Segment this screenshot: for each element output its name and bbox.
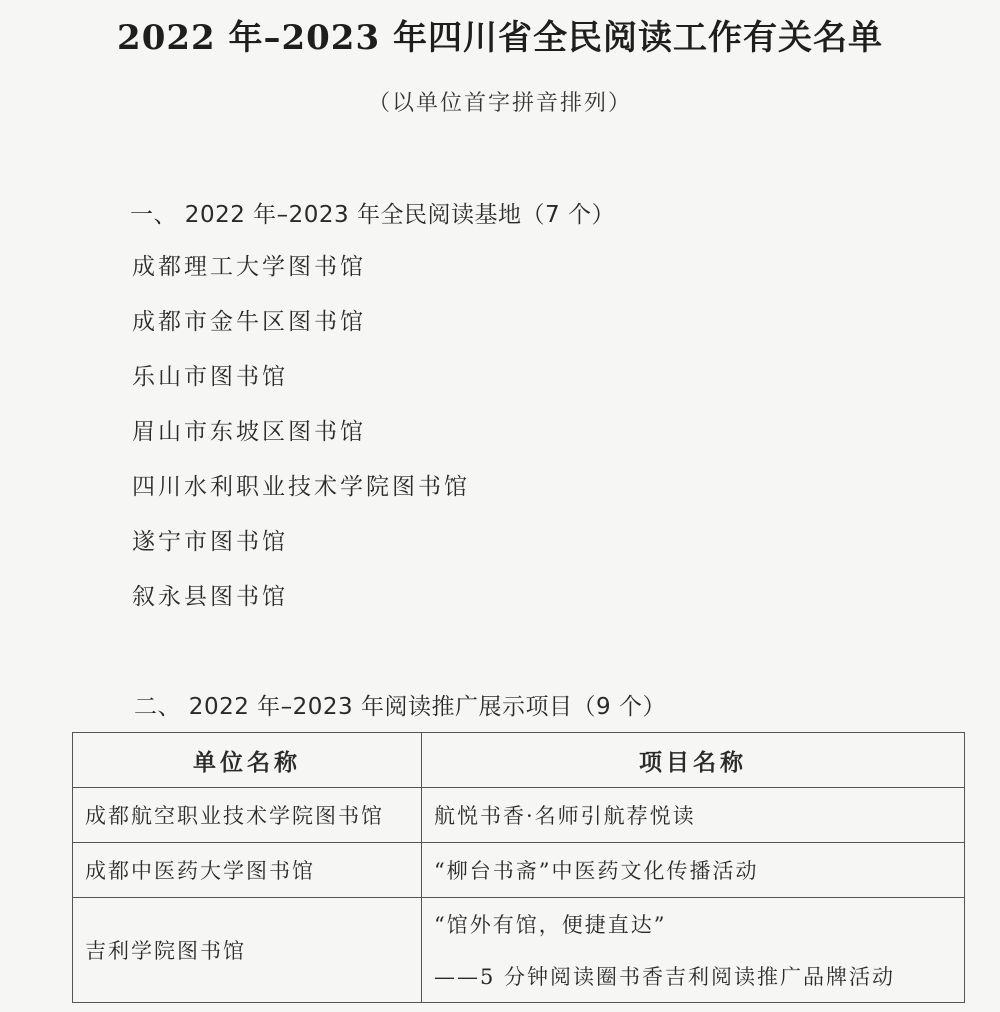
list-item: 成都市金牛区图书馆 bbox=[132, 309, 366, 335]
table-row bbox=[73, 898, 965, 1003]
list-item: 四川水利职业技术学院图书馆 bbox=[132, 474, 470, 500]
table-header-row bbox=[73, 733, 965, 788]
project-line: “馆外有馆，便捷直达” bbox=[434, 913, 667, 937]
promotion-projects-table bbox=[72, 732, 965, 1003]
reading-bases-list bbox=[132, 250, 470, 635]
unit-cell: 吉利学院图书馆 bbox=[73, 898, 422, 1003]
project-line: ——5 分钟阅读圈书香吉利阅读推广品牌活动 bbox=[434, 965, 896, 989]
list-item: 遂宁市图书馆 bbox=[132, 529, 288, 555]
list-item: 成都理工大学图书馆 bbox=[132, 254, 366, 280]
unit-cell: 成都航空职业技术学院图书馆 bbox=[73, 788, 422, 843]
project-cell bbox=[422, 788, 965, 843]
section-heading-promotion-projects: 二、 2022 年–2023 年阅读推广展示项目（9 个） bbox=[134, 694, 666, 720]
project-cell bbox=[422, 843, 965, 898]
section-heading-reading-bases: 一、 2022 年–2023 年全民阅读基地（7 个） bbox=[130, 202, 615, 228]
table-row bbox=[73, 843, 965, 898]
list-item: 眉山市东坡区图书馆 bbox=[132, 419, 366, 445]
list-item: 乐山市图书馆 bbox=[132, 364, 288, 390]
project-line: “柳台书斋”中医药文化传播活动 bbox=[434, 859, 759, 883]
project-line: 航悦书香·名师引航荐悦读 bbox=[434, 804, 696, 828]
project-cell bbox=[422, 898, 965, 1003]
table-row bbox=[73, 788, 965, 843]
column-header-project: 项目名称 bbox=[422, 733, 965, 788]
document-title: 2022 年–2023 年四川省全民阅读工作有关名单 bbox=[117, 18, 883, 58]
list-item: 叙永县图书馆 bbox=[132, 584, 288, 610]
document-subtitle: （以单位首字拼音排列） bbox=[367, 91, 632, 116]
column-header-unit: 单位名称 bbox=[73, 733, 422, 788]
unit-cell: 成都中医药大学图书馆 bbox=[73, 843, 422, 898]
